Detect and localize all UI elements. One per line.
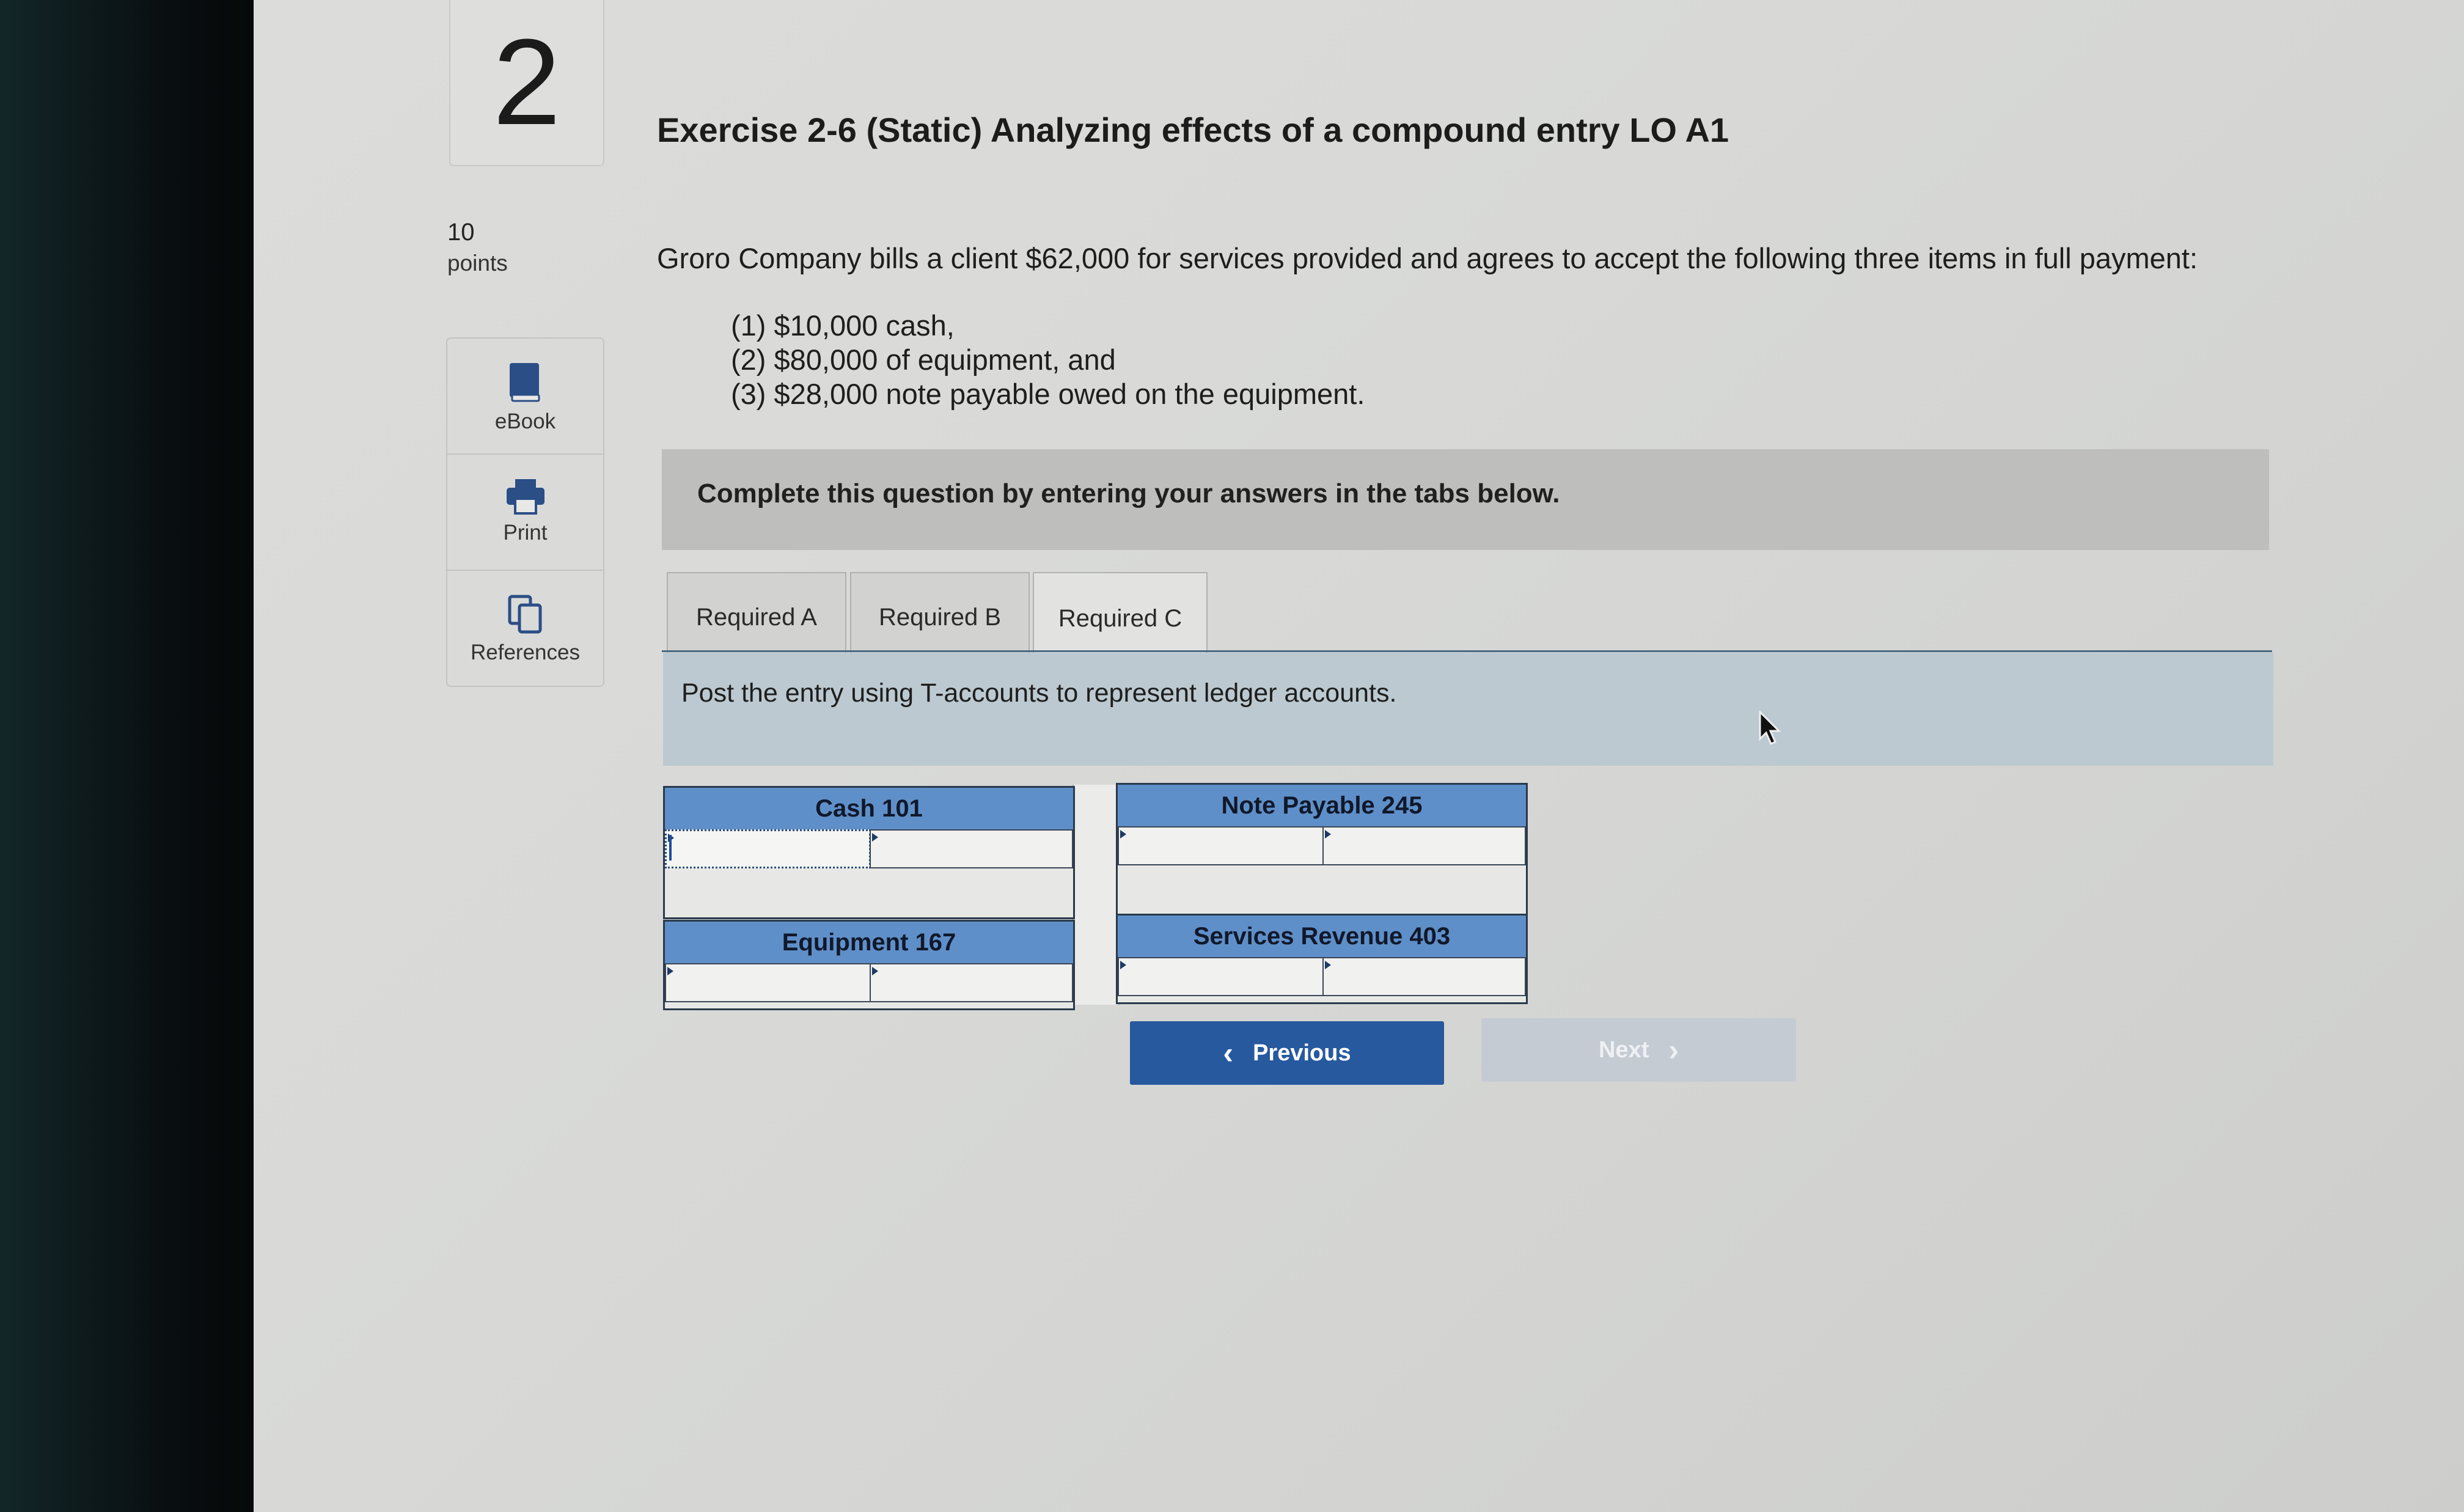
- references-button[interactable]: [447, 571, 603, 686]
- list-item: (2) $80,000 of equipment, and: [731, 343, 1116, 376]
- t-account-cash: [663, 786, 1075, 919]
- tab-required-b[interactable]: Required B: [850, 572, 1030, 661]
- previous-button[interactable]: [1130, 1021, 1444, 1085]
- services-revenue-credit-input[interactable]: [1322, 957, 1526, 996]
- next-button[interactable]: [1481, 1018, 1796, 1082]
- instruction-banner: Complete this question by entering your answers in the tabs below.: [662, 449, 2269, 550]
- print-button[interactable]: [447, 455, 603, 571]
- t-account-title: Services Revenue 403: [1118, 916, 1526, 958]
- services-revenue-debit-input[interactable]: [1118, 957, 1324, 996]
- next-label: Next: [1598, 1037, 1649, 1063]
- question-number: 2: [449, 0, 604, 166]
- monitor-bezel: [0, 0, 254, 1512]
- t-account-title: Cash 101: [665, 788, 1073, 831]
- chevron-right-icon: ›: [1668, 1033, 1679, 1067]
- cash-credit-input[interactable]: [870, 829, 1073, 868]
- list-item: (3) $28,000 note payable owed on the equipment.: [731, 378, 1365, 410]
- points-label: points: [447, 251, 508, 276]
- problem-text: Groro Company bills a client $62,000 for services provided and agrees to accept the following three items in full payment:: [657, 242, 2198, 274]
- equipment-credit-input[interactable]: [870, 963, 1073, 1002]
- tab-required-c[interactable]: Required C: [1033, 572, 1208, 664]
- list-item: (1) $10,000 cash,: [731, 309, 955, 342]
- t-account-title: Note Payable 245: [1118, 785, 1526, 828]
- chevron-left-icon: ‹: [1223, 1036, 1234, 1070]
- cash-debit-input[interactable]: [665, 829, 871, 868]
- references-label: References: [471, 640, 580, 664]
- mouse-cursor-icon: [1758, 711, 1782, 747]
- ebook-button[interactable]: [447, 339, 603, 455]
- previous-label: Previous: [1253, 1040, 1351, 1066]
- copy-documents-icon: [507, 594, 544, 634]
- print-label: Print: [503, 521, 548, 545]
- tab-required-a[interactable]: Required A: [667, 572, 846, 661]
- note-payable-debit-input[interactable]: [1118, 826, 1324, 865]
- post-instruction: Post the entry using T-accounts to represent ledger accounts.: [663, 653, 2273, 766]
- t-account-note-payable: [1116, 783, 1528, 916]
- payment-items-list: [731, 309, 1365, 411]
- book-icon: [507, 362, 544, 403]
- note-payable-credit-input[interactable]: [1322, 826, 1526, 865]
- points-value: 10: [447, 219, 475, 246]
- t-account-services-revenue: [1116, 914, 1528, 1004]
- ebook-label: eBook: [494, 409, 556, 433]
- tab-underline: [662, 650, 2272, 652]
- t-account-divider: [1072, 785, 1120, 1005]
- t-account-title: Equipment 167: [665, 922, 1073, 964]
- equipment-debit-input[interactable]: [665, 963, 871, 1002]
- exercise-title: Exercise 2-6 (Static) Analyzing effects of a compound entry LO A1: [657, 111, 1729, 149]
- tool-panel: [446, 337, 604, 687]
- t-account-equipment: [663, 920, 1075, 1010]
- printer-icon: [505, 478, 546, 515]
